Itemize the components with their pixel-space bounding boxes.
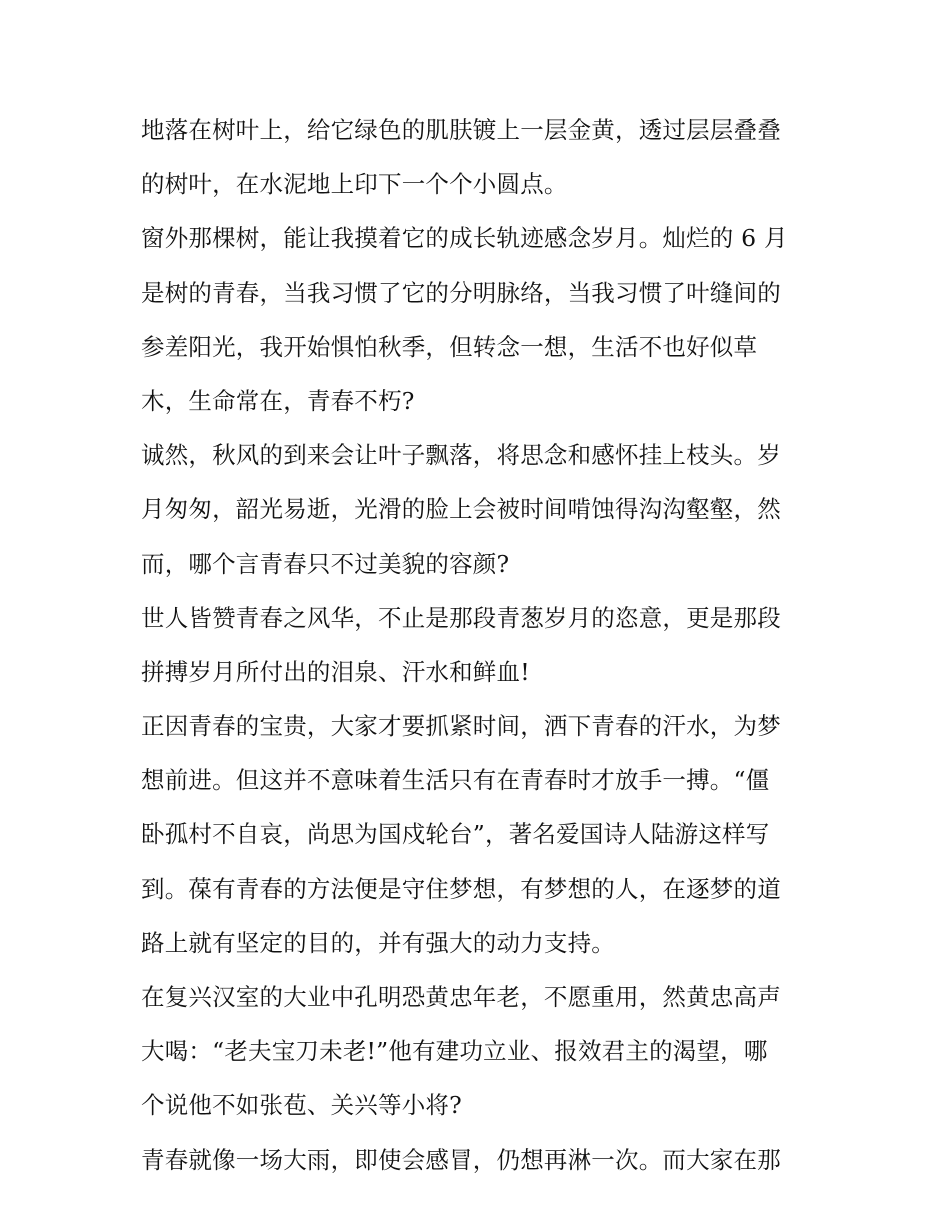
- text-line-11: 拼搏岁月所付出的泪泉、汗水和鲜血!: [141, 657, 530, 686]
- text-line-3: 窗外那棵树，能让我摸着它的成长轨迹感念岁月。灿烂的 6 月: [141, 224, 788, 253]
- text-line-1: 地落在树叶上，给它绿色的肌肤镀上一层金黄，透过层层叠叠: [141, 116, 781, 144]
- text-line-4: 是树的青春，当我习惯了它的分明脉络，当我习惯了叶缝间的: [141, 278, 781, 307]
- text-line-12: 正因青春的宝贵，大家才要抓紧时间，洒下青春的汗水，为梦: [141, 712, 781, 741]
- text-line-6: 木，生命常在，青春不朽?: [141, 386, 415, 415]
- text-line-5: 参差阳光，我开始惧怕秋季，但转念一想，生活不也好似草: [141, 332, 758, 361]
- document-body: [141, 103, 821, 1187]
- text-line-8: 月匆匆，韶光易逝，光滑的脸上会被时间啃蚀得沟沟壑壑，然: [141, 495, 781, 524]
- text-line-18: 大喝：“老夫宝刀未老!”他有建功立业、报效君主的渴望，哪: [141, 1037, 768, 1066]
- text-line-10: 世人皆赞青春之风华，不止是那段青葱岁月的恣意，更是那段: [141, 603, 781, 632]
- text-line-7: 诚然，秋风的到来会让叶子飘落，将思念和感怀挂上枝头。岁: [141, 441, 781, 470]
- text-line-13: 想前进。但这并不意味着生活只有在青春时才放手一搏。“僵: [141, 766, 770, 795]
- text-line-14: 卧孤村不自哀，尚思为国戍轮台”，著名爱国诗人陆游这样写: [141, 820, 770, 849]
- text-line-15: 到。葆有青春的方法便是守住梦想，有梦想的人，在逐梦的道: [141, 874, 781, 903]
- text-line-19: 个说他不如张苞、关兴等小将?: [141, 1091, 462, 1120]
- text-line-2: 的树叶，在水泥地上印下一个个小圆点。: [141, 170, 568, 199]
- text-line-17: 在复兴汉室的大业中孔明恐黄忠年老，不愿重用，然黄忠高声: [141, 983, 781, 1011]
- text-line-16: 路上就有坚定的目的，并有强大的动力支持。: [141, 928, 615, 957]
- text-line-20: 青春就像一场大雨，即使会感冒，仍想再淋一次。而大家在那: [141, 1145, 781, 1174]
- text-line-9: 而，哪个言青春只不过美貌的容颜?: [141, 549, 510, 578]
